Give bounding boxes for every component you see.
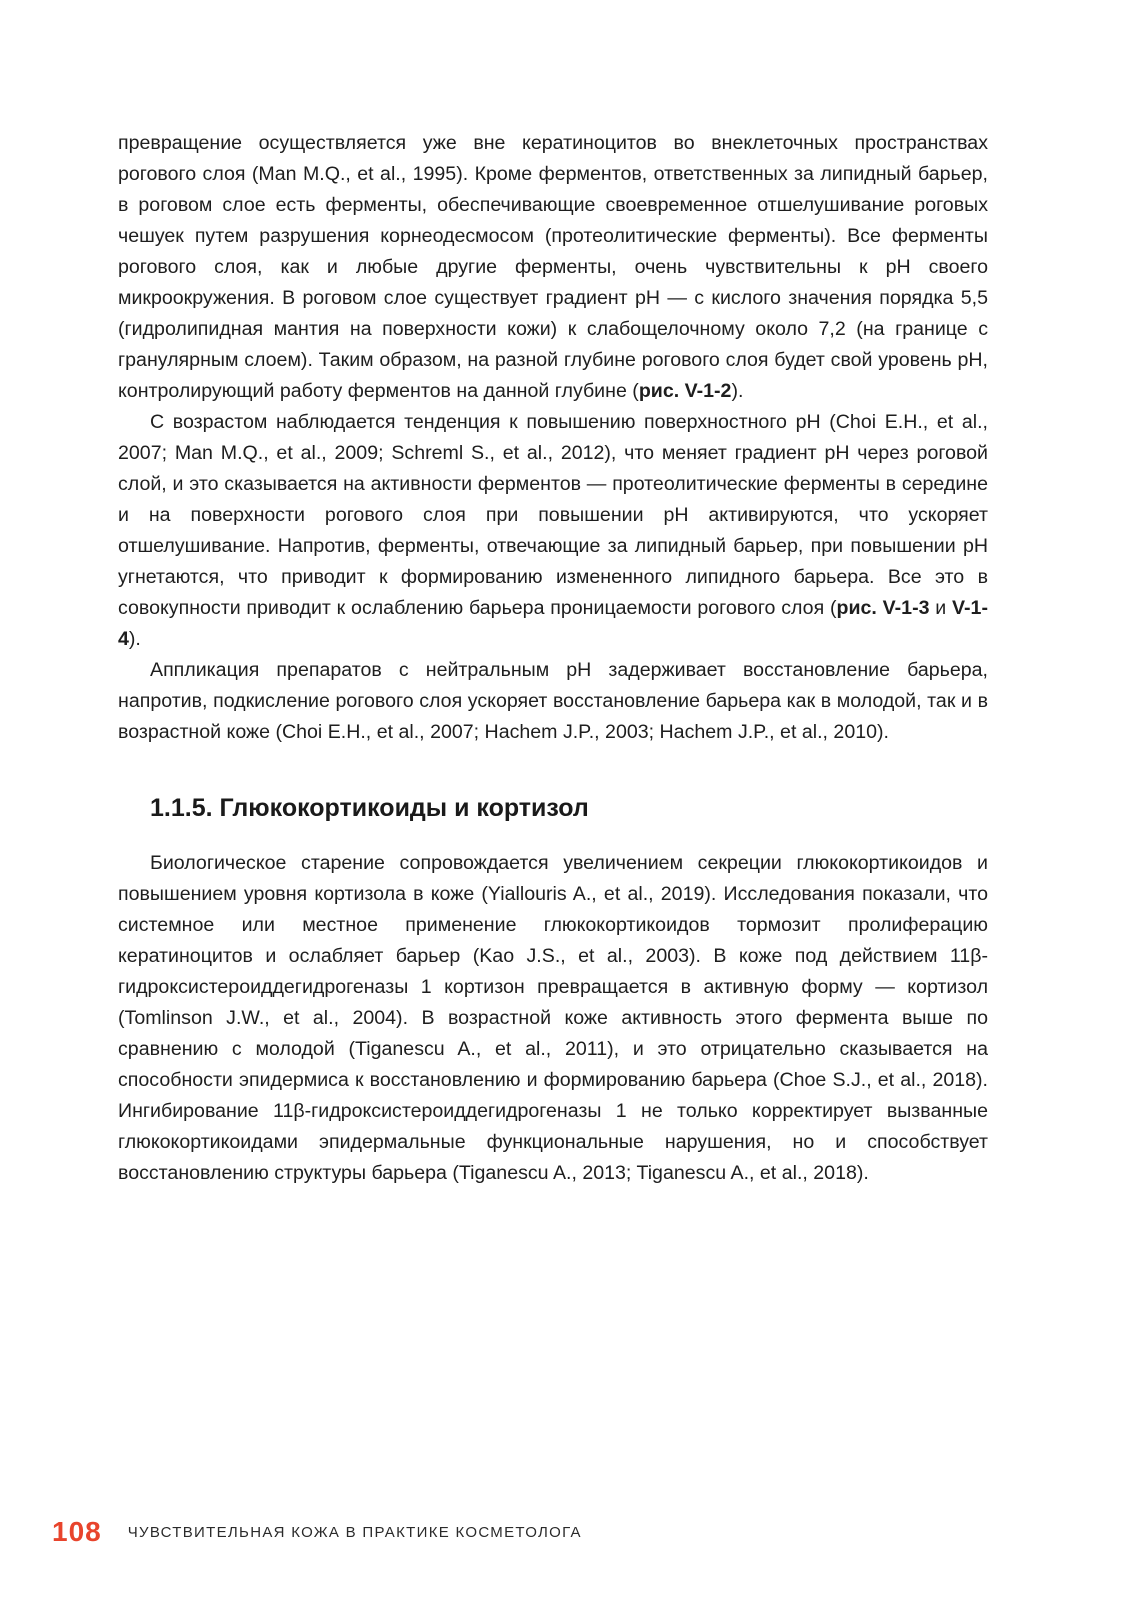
paragraph-glucocorticoids xyxy=(118,848,988,1189)
paragraph-ph-gradient xyxy=(118,128,988,407)
section-heading: 1.1.5. Глюкокортикоиды и кортизол xyxy=(150,794,589,822)
figure-reference: рис. V-1-3 xyxy=(836,597,930,619)
page-footer xyxy=(52,1516,582,1548)
paragraph-text: Биологическое старение сопровождается увеличением секреции глюкокортикоидов и повышением уровня кортизола в коже (Yiallouris A., et al., 2019). Исследования показали, что системное или местное применение глюкокортикоидов тормозит пролиферацию кератиноцитов и ослабляет барьер (Kao J.S., et al., 2003). В коже под действием 11β-гидроксистероиддегидрогеназы 1 кортизон превращается в активную форму — кортизол (Tomlinson J.W., et al., 2004). В возрастной коже активность этого фермента выше по сравнению с молодой (Tiganescu A., et al., 2011), и это отрицательно сказывается на способности эпидермиса к восстановлению и формированию барьера (Choe S.J., et al., 2018). Ингибирование 11β-гидроксистероиддегидрогеназы 1 не только корректирует вызванные глюкокортикоидами эпидермальные функциональные нарушения, но и способствует восстановлению структуры барьера (Tiganescu A., 2013; Tiganescu A., et al., 2018). xyxy=(118,852,988,1184)
running-title: ЧУВСТВИТЕЛЬНАЯ КОЖА В ПРАКТИКЕ КОСМЕТОЛОГА xyxy=(127,1523,582,1541)
paragraph-connector: и xyxy=(929,597,953,619)
paragraph-text: превращение осуществляется уже вне кератиноцитов во внеклеточных пространствах рогового слоя (Man M.Q., et al., 1995). Кроме ферментов, ответственных за липидный барьер, в роговом слое есть ферменты, обеспечивающие своевременное отшелушивание роговых чешуек путем разрушения корнеодесмосом (протеолитические ферменты). Все ферменты рогового слоя, как и любые другие ферменты, очень чувствительны к pH своего микроокружения. В роговом слое существует градиент pH — с кислого значения порядка 5,5 (гидролипидная мантия на поверхности кожи) к слабощелочному около 7,2 (на границе с гранулярным слоем). Таким образом, на разной глубине рогового слоя будет свой уровень pH, контролирующий работу ферментов на данной глубине ( xyxy=(118,132,988,402)
page-number: 108 xyxy=(52,1516,102,1547)
paragraph-end: ). xyxy=(731,380,744,402)
paragraph-text: С возрастом наблюдается тенденция к повышению поверхностного pH (Choi E.H., et al., 2007; Man M.Q., et al., 2009; Schreml S., et al., 2012), что меняет градиент pH через роговой слой, и это сказывается на активности ферментов — протеолитические ферменты в середине и на поверхности рогового слоя при повышении pH активируются, что ускоряет отшелушивание. Напротив, ферменты, отвечающие за липидный барьер, при повышении pH угнетаются, что приводит к формированию измененного липидного барьера. Все это в совокупности приводит к ослаблению барьера проницаемости рогового слоя ( xyxy=(118,411,988,619)
page-content xyxy=(118,128,988,1189)
paragraph-end: ). xyxy=(128,628,141,650)
figure-reference: рис. V-1-2 xyxy=(638,380,732,402)
paragraph-age-ph xyxy=(118,407,988,655)
paragraph-application xyxy=(118,655,988,748)
paragraph-text: Аппликация препаратов с нейтральным pH задерживает восстановление барьера, напротив, подкисление рогового слоя ускоряет восстановление барьера как в молодой, так и в возрастной коже (Choi E.H., et al., 2007; Hachem J.P., 2003; Hachem J.P., et al., 2010). xyxy=(118,659,988,743)
figure-reference: V-1-4 xyxy=(118,597,988,650)
